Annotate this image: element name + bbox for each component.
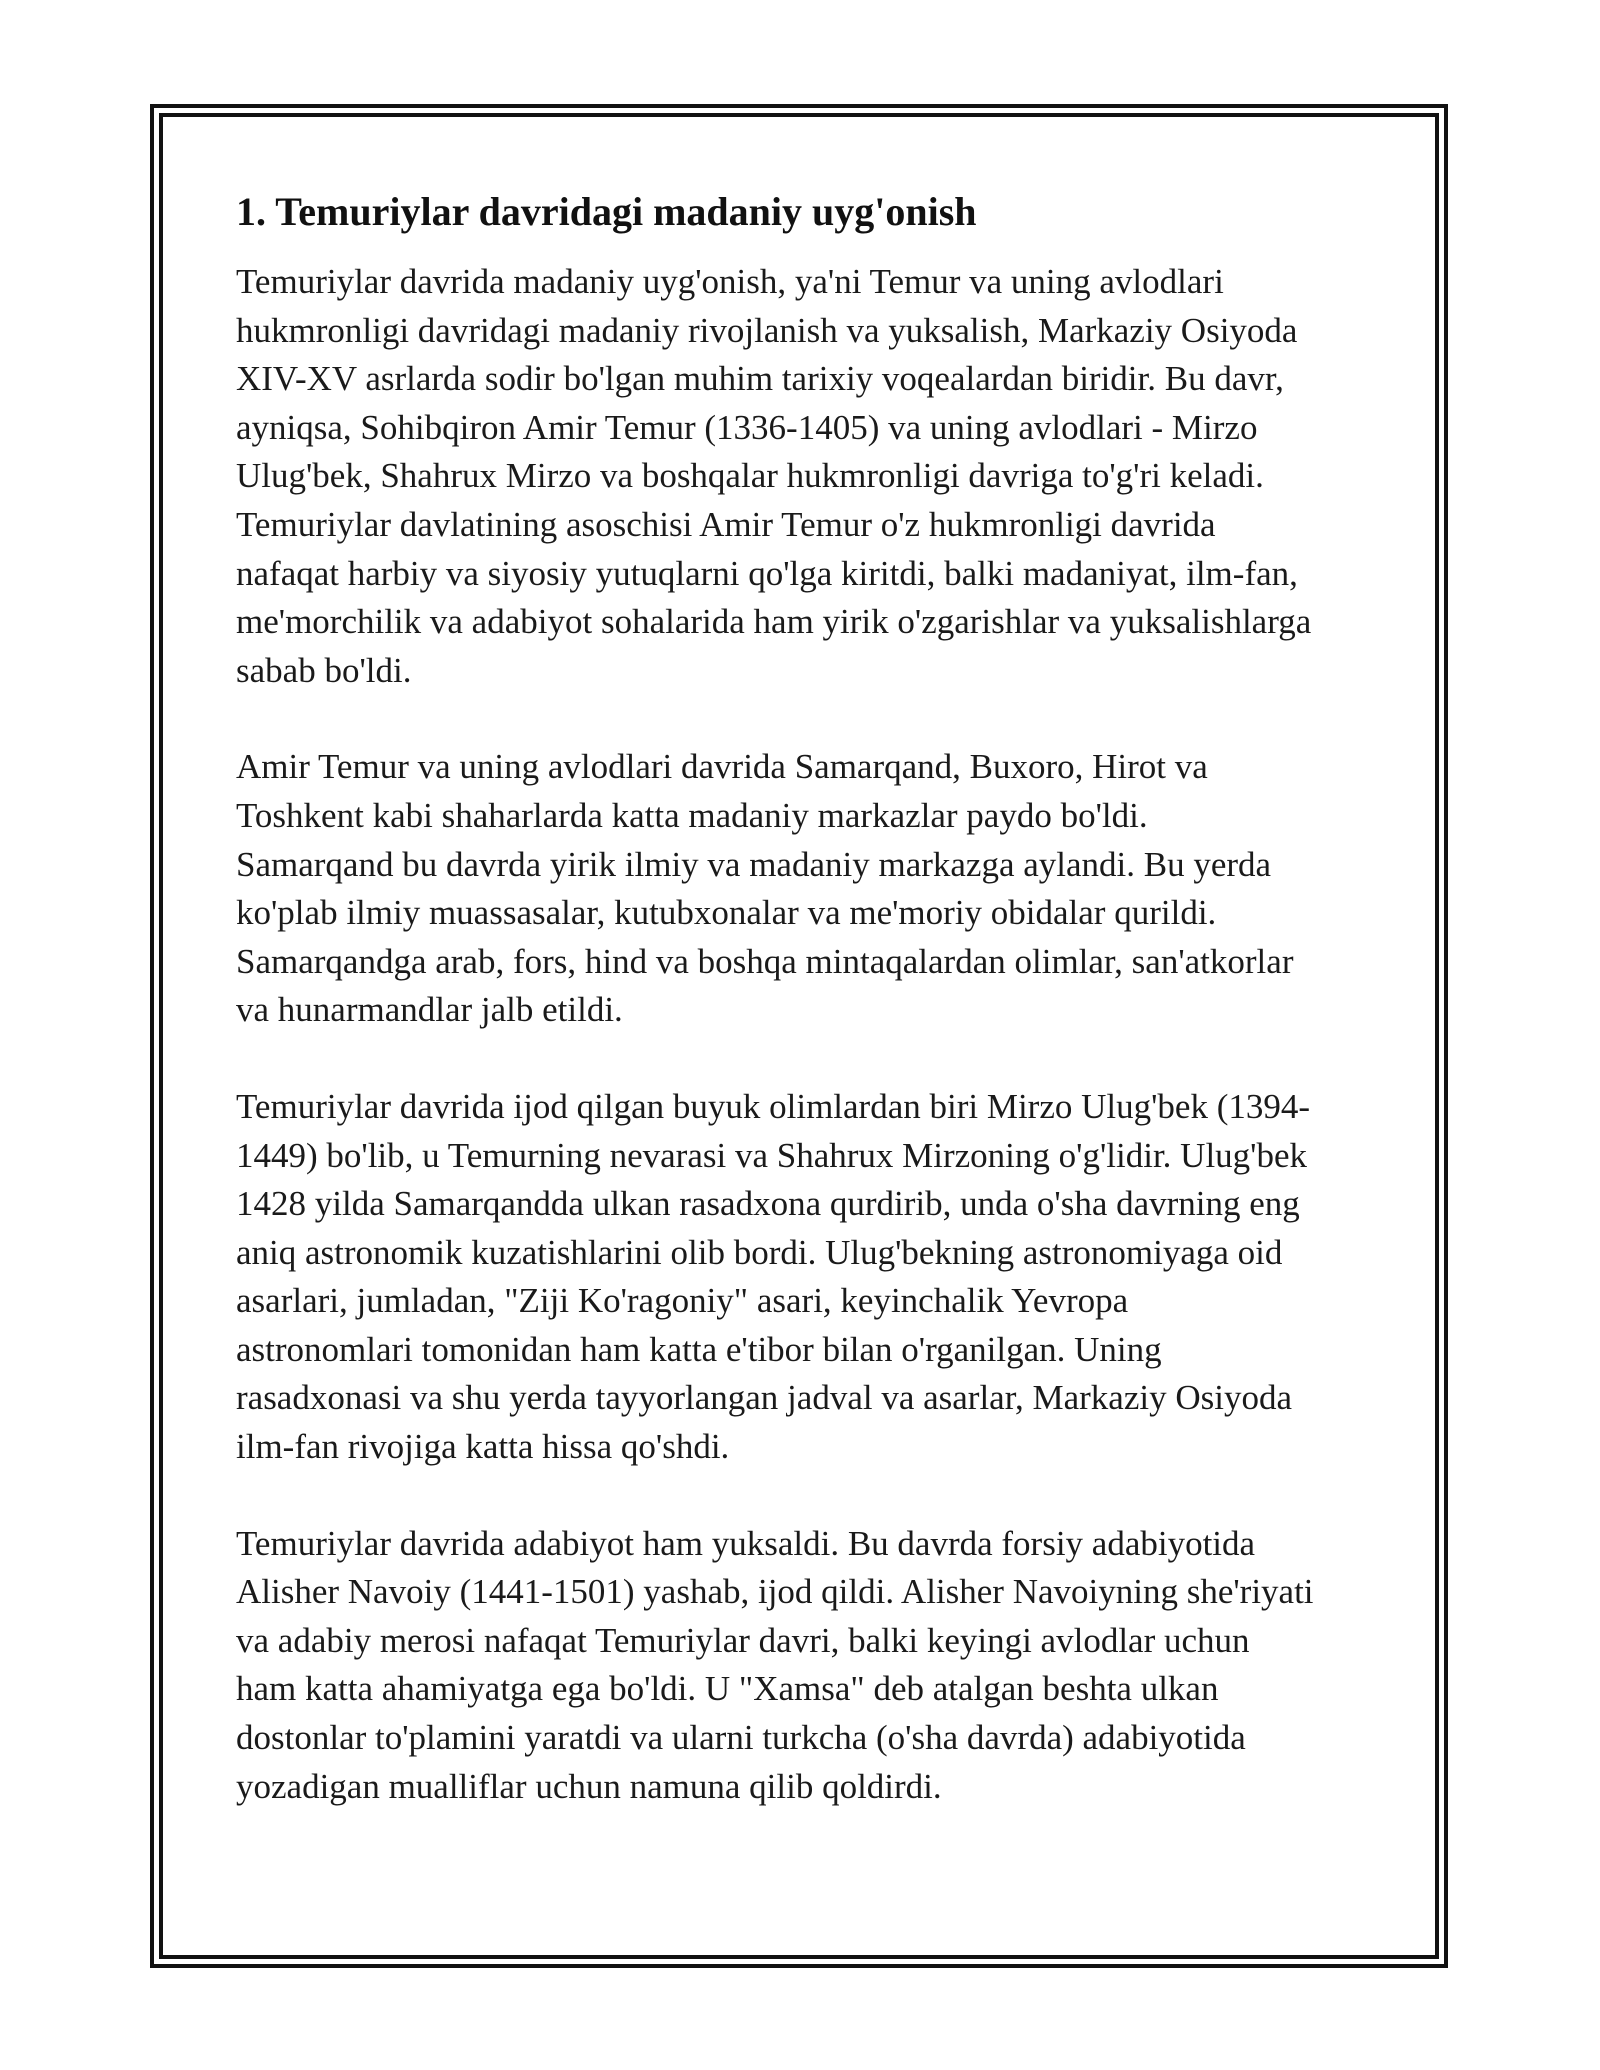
text-line: Samarqand bu davrda yirik ilmiy va madaniy markazga aylandi. Bu yerda	[236, 844, 1272, 884]
text-line: Temuriylar davlatining asoschisi Amir Temur o'z hukmronligi davrida	[236, 504, 1216, 544]
text-line: Toshkent kabi shaharlarda katta madaniy markazlar paydo bo'ldi.	[236, 795, 1148, 835]
document-title: 1. Temuriylar davridagi madaniy uyg'onish	[236, 189, 977, 234]
text-line: aniq astronomik kuzatishlarini olib bordi. Ulug'bekning astronomiyaga oid	[236, 1232, 1283, 1272]
text-line: Amir Temur va uning avlodlari davrida Samarqand, Buxoro, Hirot va	[236, 747, 1208, 787]
paragraph-2	[236, 743, 1386, 1035]
text-line: Temuriylar davrida madaniy uyg'onish, ya'ni Temur va uning avlodlari	[236, 262, 1224, 301]
text-line: yozadigan mualliflar uchun namuna qilib qoldirdi.	[236, 1766, 942, 1806]
text-line: hukmronligi davridagi madaniy rivojlanish va yuksalish, Markaziy Osiyoda	[236, 310, 1298, 350]
text-line: Temuriylar davrida ijod qilgan buyuk olimlardan biri Mirzo Ulug'bek (1394-	[236, 1086, 1311, 1126]
text-line: ko'plab ilmiy muassasalar, kutubxonalar va me'moriy obidalar qurildi.	[236, 893, 1217, 933]
text-line: Temuriylar davrida adabiyot ham yuksaldi. Bu davrda forsiy adabiyotida	[236, 1523, 1256, 1563]
text-line: XIV-XV asrlarda sodir bo'lgan muhim tarixiy voqealardan biridir. Bu davr,	[236, 359, 1284, 399]
text-line: rasadxonasi va shu yerda tayyorlangan jadval va asarlar, Markaziy Osiyoda	[236, 1378, 1292, 1418]
paragraph-4	[236, 1520, 1386, 1812]
text-line: ham katta ahamiyatga ega bo'ldi. U "Xamsa" deb atalgan beshta ulkan	[236, 1669, 1219, 1709]
text-line: sabab bo'ldi.	[236, 650, 412, 690]
document-body	[236, 186, 1386, 1859]
text-line: ayniqsa, Sohibqiron Amir Temur (1336-1405) va uning avlodlari - Mirzo	[236, 407, 1258, 447]
text-line: Alisher Navoiy (1441-1501) yashab, ijod qildi. Alisher Navoiyning she'riyati	[236, 1572, 1314, 1612]
text-line: nafaqat harbiy va siyosiy yutuqlarni qo'lga kiritdi, balki madaniyat, ilm-fan,	[236, 553, 1298, 593]
paragraph-1	[236, 258, 1386, 695]
text-line: ilm-fan rivojiga katta hissa qo'shdi.	[236, 1427, 730, 1467]
text-line: asarlari, jumladan, "Ziji Ko'ragoniy" asari, keyinchalik Yevropa	[236, 1281, 1129, 1321]
text-line: va adabiy merosi nafaqat Temuriylar davri, balki keyingi avlodlar uchun	[236, 1620, 1250, 1660]
text-line: Samarqandga arab, fors, hind va boshqa mintaqalardan olimlar, san'atkorlar	[236, 941, 1294, 981]
text-line: astronomlari tomonidan ham katta e'tibor bilan o'rganilgan. Uning	[236, 1329, 1162, 1369]
text-line: Ulug'bek, Shahrux Mirzo va boshqalar hukmronligi davriga to'g'ri keladi.	[236, 456, 1264, 496]
text-line: me'morchilik va adabiyot sohalarida ham yirik o'zgarishlar va yuksalishlarga	[236, 602, 1312, 642]
text-line: dostonlar to'plamini yaratdi va ularni turkcha (o'sha davrda) adabiyotida	[236, 1718, 1246, 1758]
text-line: 1449) bo'lib, u Temurning nevarasi va Shahrux Mirzoning o'g'lidir. Ulug'bek	[236, 1135, 1308, 1175]
paragraph-3	[236, 1083, 1386, 1472]
text-line: 1428 yilda Samarqandda ulkan rasadxona qurdirib, unda o'sha davrning eng	[236, 1184, 1300, 1224]
text-line: va hunarmandlar jalb etildi.	[236, 990, 623, 1030]
